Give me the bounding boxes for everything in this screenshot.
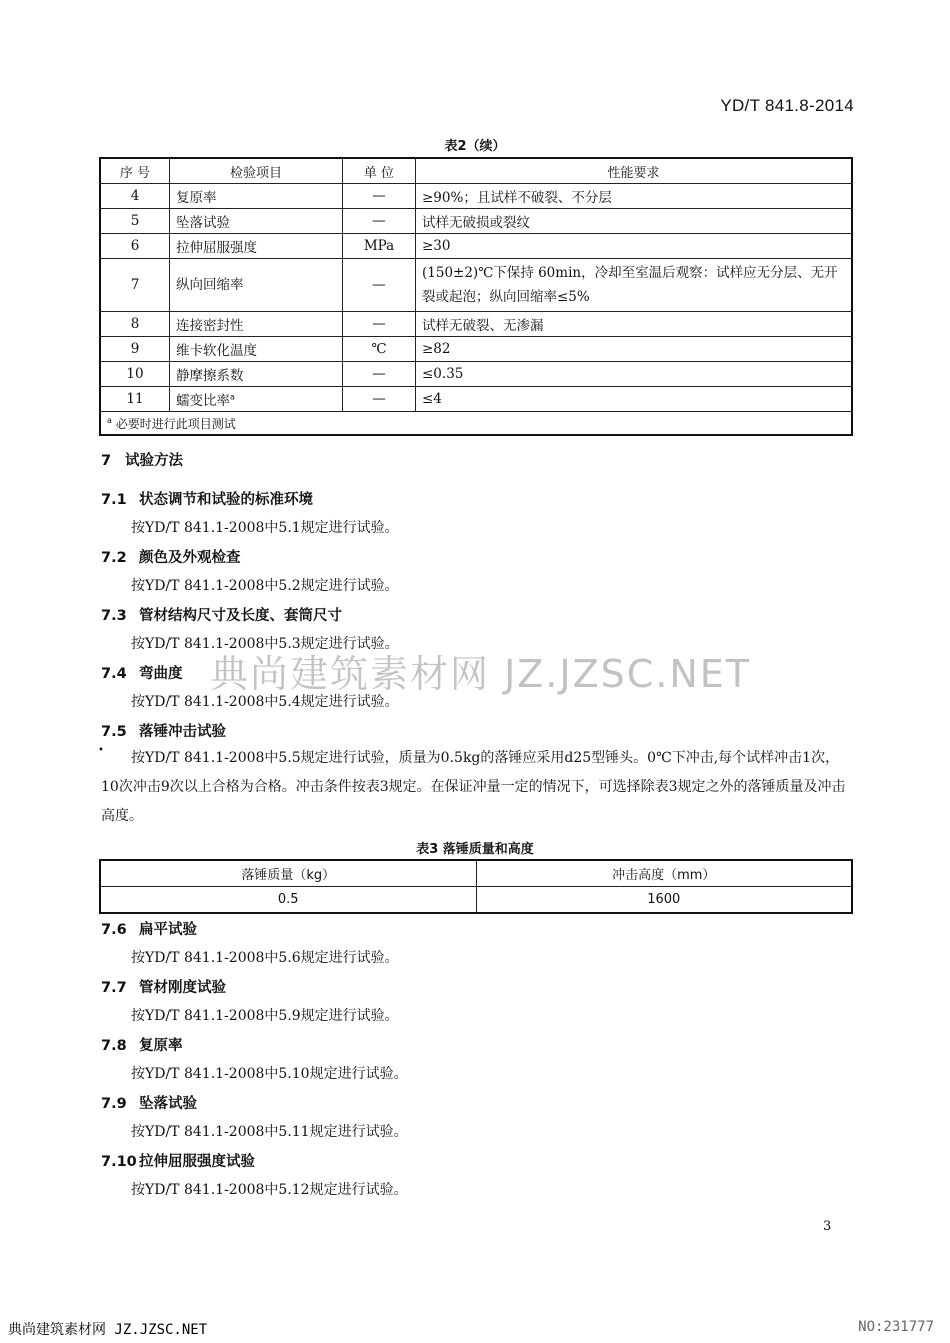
cell-req: ≤0.35 [416, 362, 853, 387]
footer-site-link[interactable]: 典尚建筑素材网 JZ.JZSC.NET [8, 1322, 208, 1338]
note-text: 必要时进行此项目测试 [115, 416, 236, 431]
subsection-number: 7.6 [101, 922, 127, 938]
subsection-heading [101, 1034, 183, 1055]
subsection-title: 坠落试验 [139, 1096, 197, 1112]
header-mass: 落锤质量（kg） [100, 860, 476, 887]
table-row [100, 184, 852, 209]
cell-no: 9 [100, 337, 170, 362]
footer-id: NO:231777 [858, 1319, 934, 1335]
subsection-text: 按YD/T 841.1-2008中5.2规定进行试验。 [131, 578, 399, 594]
page-number: 3 [823, 1219, 832, 1234]
subsection-heading [101, 488, 313, 509]
subsection-number: 7.8 [101, 1038, 127, 1054]
subsection-heading [101, 662, 183, 683]
cell-unit: — [343, 259, 416, 312]
subsection-heading [101, 720, 226, 741]
subsection-text: 按YD/T 841.1-2008中5.10规定进行试验。 [131, 1066, 408, 1082]
cell-no: 11 [100, 387, 170, 412]
subsection-heading [101, 604, 342, 625]
cell-req: ≥90%；且试样不破裂、不分层 [416, 184, 853, 209]
subsection-title: 拉伸屈服强度试验 [139, 1154, 255, 1170]
header-item: 检验项目 [170, 158, 343, 184]
hammer-table [99, 859, 853, 914]
watermark: 典尚建筑素材网 JZ.JZSC.NET [210, 652, 752, 696]
table-row [100, 234, 852, 259]
cell-item-text: 蠕变比率 [176, 393, 230, 409]
cell-req: ≥30 [416, 234, 853, 259]
subsection-number: 7.1 [101, 492, 127, 508]
header-height: 冲击高度（mm） [476, 860, 852, 887]
table-header-row [100, 860, 852, 887]
cell-item: 维卡软化温度 [170, 337, 343, 362]
cell-req: ≤4 [416, 387, 853, 412]
table-note-row [100, 412, 852, 436]
header-no: 序 号 [100, 158, 170, 184]
cell-no: 7 [100, 259, 170, 312]
cell-item: 坠落试验 [170, 209, 343, 234]
footnote-mark: a [230, 392, 235, 402]
subsection-text: 按YD/T 841.1-2008中5.9规定进行试验。 [131, 1008, 399, 1024]
subsection-number: 7.5 [101, 724, 127, 740]
table-row [100, 259, 852, 312]
subsection-number: 7.7 [101, 980, 127, 996]
subsection-text: 按YD/T 841.1-2008中5.12规定进行试验。 [131, 1182, 408, 1198]
cell-mass: 0.5 [100, 887, 476, 914]
subsection-title: 扁平试验 [139, 922, 197, 938]
cell-item: 拉伸屈服强度 [170, 234, 343, 259]
header-unit: 单 位 [343, 158, 416, 184]
table-row [100, 337, 852, 362]
subsection-number: 7.3 [101, 608, 127, 624]
cell-req: 试样无破裂、无渗漏 [416, 312, 853, 337]
subsection-number: 7.10 [101, 1154, 137, 1170]
subsection-title: 管材刚度试验 [139, 980, 226, 996]
subsection-number: 7.2 [101, 550, 127, 566]
standard-code: YD/T 841.8-2014 [720, 96, 854, 115]
cell-no: 6 [100, 234, 170, 259]
subsection-text: 按YD/T 841.1-2008中5.6规定进行试验。 [131, 950, 399, 966]
cell-no: 10 [100, 362, 170, 387]
subsection-text: 按YD/T 841.1-2008中5.5规定进行试验，质量为0.5kg的落锤应采用d25型锤头。0℃下冲击,每个试样冲击1次，10次冲击9次以上合格为合格。冲击条件按表3规定。在保证冲量一定的情况下，可选择除表3规定之外的落锤质量及冲击高度。 [101, 750, 846, 824]
section-number: 7 [101, 453, 112, 469]
cell-req: 试样无破损或裂纹 [416, 209, 853, 234]
cell-height: 1600 [476, 887, 852, 914]
table-header-row [100, 158, 852, 184]
subsection-heading [101, 1092, 197, 1113]
cell-item [170, 387, 343, 412]
table-note [100, 412, 852, 436]
cell-item: 静摩擦系数 [170, 362, 343, 387]
cell-req: ≥82 [416, 337, 853, 362]
subsection-title: 状态调节和试验的标准环境 [139, 492, 313, 508]
cell-no: 4 [100, 184, 170, 209]
cell-req: (150±2)℃下保持 60min，冷却至室温后观察：试样应无分层、无开裂或起泡；纵向回缩率≤5% [416, 259, 853, 312]
subsection-text: 按YD/T 841.1-2008中5.3规定进行试验。 [131, 636, 399, 652]
cell-item: 纵向回缩率 [170, 259, 343, 312]
section-title: 试验方法 [125, 453, 183, 469]
subsection-heading [101, 546, 241, 567]
requirements-table [99, 157, 853, 436]
subsection-text: 按YD/T 841.1-2008中5.1规定进行试验。 [131, 520, 399, 536]
cell-unit: — [343, 184, 416, 209]
table-row [100, 362, 852, 387]
cell-item: 复原率 [170, 184, 343, 209]
subsection-title: 落锤冲击试验 [139, 724, 226, 740]
stray-dot: • [98, 745, 104, 756]
cell-unit: MPa [343, 234, 416, 259]
subsection-text: 按YD/T 841.1-2008中5.11规定进行试验。 [131, 1124, 408, 1140]
subsection-heading [101, 1150, 255, 1171]
subsection-title: 颜色及外观检查 [139, 550, 241, 566]
cell-no: 8 [100, 312, 170, 337]
subsection-text: 按YD/T 841.1-2008中5.4规定进行试验。 [131, 694, 399, 710]
subsection-heading [101, 918, 197, 939]
table-row [100, 887, 852, 914]
table-row [100, 312, 852, 337]
note-mark: a [107, 415, 112, 425]
cell-unit: — [343, 312, 416, 337]
subsection-title: 管材结构尺寸及长度、套筒尺寸 [139, 608, 342, 624]
cell-item: 连接密封性 [170, 312, 343, 337]
cell-unit: — [343, 209, 416, 234]
cell-no: 5 [100, 209, 170, 234]
subsection-title: 复原率 [139, 1038, 183, 1054]
subsection-number: 7.9 [101, 1096, 127, 1112]
table-row [100, 387, 852, 412]
cell-unit: ℃ [343, 337, 416, 362]
table3-caption: 表3 落锤质量和高度 [416, 842, 534, 857]
subsection-heading [101, 976, 226, 997]
section-7-heading [101, 449, 183, 470]
subsection-number: 7.4 [101, 666, 127, 682]
header-req: 性能要求 [416, 158, 853, 184]
cell-unit: — [343, 387, 416, 412]
cell-unit: — [343, 362, 416, 387]
subsection-title: 弯曲度 [139, 666, 183, 682]
table-row [100, 209, 852, 234]
table2-caption: 表2（续） [444, 139, 506, 154]
